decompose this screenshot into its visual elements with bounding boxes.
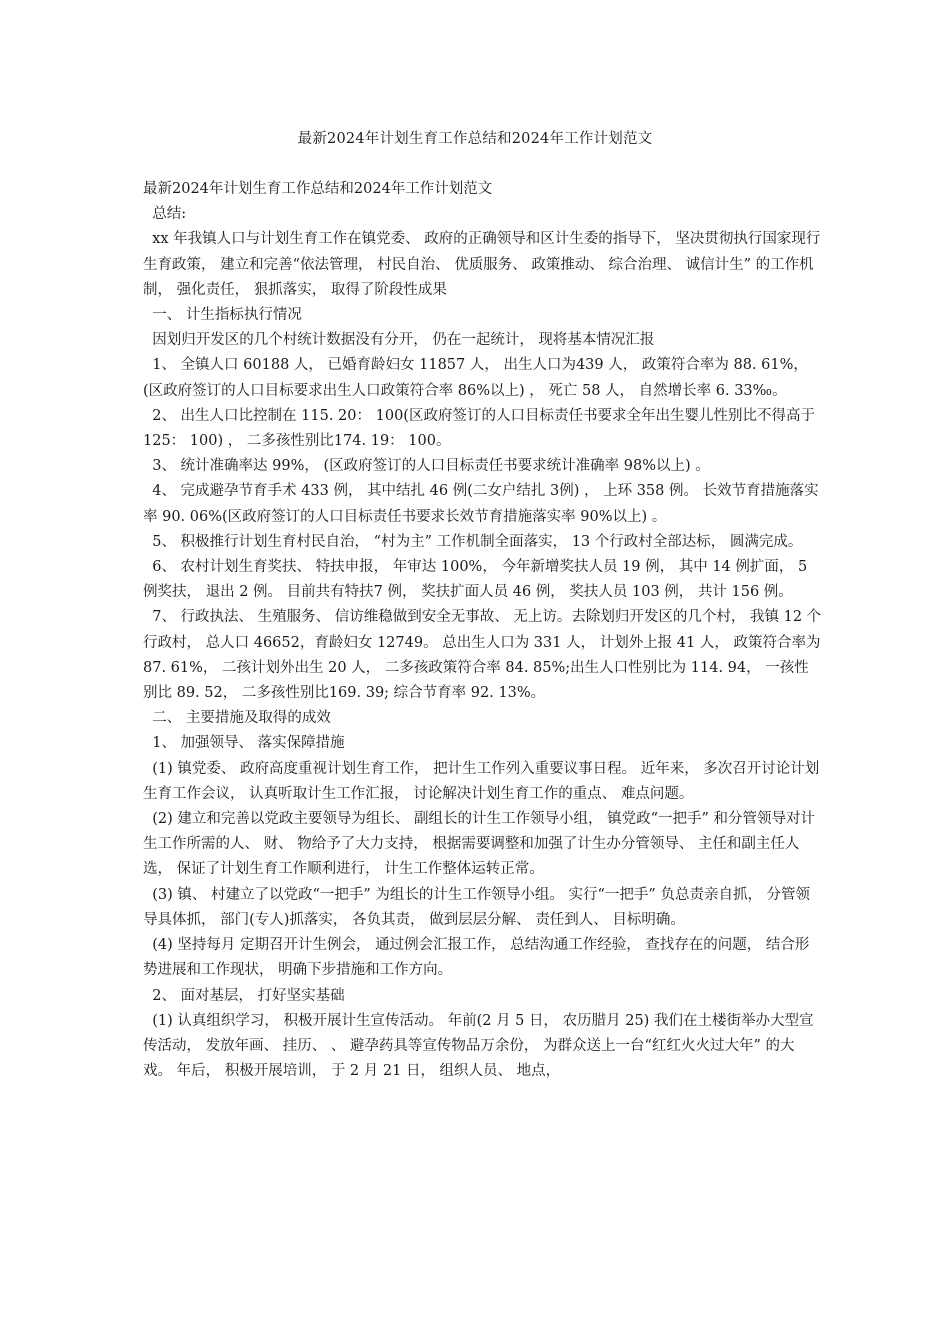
paragraph: 2、 面对基层， 打好坚实基础 — [143, 987, 345, 1004]
paragraph: (3) 镇、 村建立了以党政“一把手” 为组长的计生工作领导小组。 实行“一把手” 负总责亲自抓， 分管领导具体抓， 部门(专人)抓落实， 各负其责， 做到层层分解、 责任到人、 目标明确。 — [143, 886, 811, 928]
paragraph: (4) 坚持每月 定期召开计生例会， 通过例会汇报工作， 总结沟通工作经验， 查找存在的问题， 结合形势进展和工作现状， 明确下步措施和工作方向。 — [143, 937, 810, 979]
paragraph: 4、 完成避孕节育手术 433 例， 其中结扎 46 例(二女户结扎 3例) ， 上环 358 例。 长效节育措施落实率 90. 06%(区政府签订的人口目标责任书要求长效节育措施落实率 90%以上) 。 — [143, 483, 819, 525]
document-title: 最新2024年计划生育工作总结和2024年工作计划范文 — [297, 131, 653, 147]
paragraph: xx 年我镇人口与计划生育工作在镇党委、 政府的正确领导和区计生委的指导下， 坚决贯彻执行国家现行生育政策， 建立和完善“依法管理， 村民自治、 优质服务、 政策推动、 综合治理、 诚信计生” 的工作机制， 强化责任， 狠抓落实， 取得了阶段性成果 — [143, 231, 821, 298]
paragraph: 因划归开发区的几个村统计数据没有分开， 仍在一起统计， 现将基本情况汇报 — [143, 332, 655, 349]
paragraph: 2、 出生人口比控制在 115. 20： 100(区政府签订的人口目标责任书要求全年出生婴儿性别比不得高于 125： 100) ， 二多孩性别比174. 19： 100。 — [143, 407, 820, 450]
paragraph: 1、 加强领导、 落实保障措施 — [143, 735, 345, 752]
paragraph: (1) 认真组织学习， 积极开展计生宣传活动。 年前(2 月 5 日， 农历腊月 25) 我们在土楼街举办大型宣传活动， 发放年画、 挂历、 、 避孕药具等宣传物品万余份， 为群众送上一台“红红火火过大年” 的大戏。 年后， 积极开展培训， 于 2 月 21 日， 组织人员、 地点， — [143, 1012, 814, 1080]
paragraph: (1) 镇党委、 政府高度重视计划生育工作， 把计生工作列入重要议事日程。 近年来， 多次召开讨论计划生育工作会议， 认真听取计生工作汇报， 讨论解决计划生育工作的重点、 难点问题。 — [143, 760, 820, 802]
paragraph: 3、 统计准确率达 99%， (区政府签订的人口目标责任书要求统计准确率 98%以上) 。 — [143, 458, 710, 475]
paragraph: 1、 全镇人口 60188 人， 已婚育龄妇女 11857 人， 出生人口为439 人， 政策符合率为 88. 61%， (区政府签订的人口目标要求出生人口政策符合率 86%以上) ， 死亡 58 人， 自然增长率 6. 33‰。 — [143, 357, 813, 399]
paragraph: (2) 建立和完善以党政主要领导为组长、 副组长的计生工作领导小组， 镇党政“一把手” 和分管领导对计生工作所需的人、 财、 物给予了大力支持， 根据需要调整和加强了计生办分管领导、 主任和副主任人选， 保证了计划生育工作顺利进行， 计生工作整体运转正常。 — [143, 811, 816, 878]
paragraph: 6、 农村计划生育奖扶、 特扶申报， 年审达 100%， 今年新增奖扶人员 19 例， 其中 14 例扩面， 5 例奖扶， 退出 2 例。 目前共有特扶7 例， 奖扶扩面人员 46 例， 奖扶人员 103 例， 共计 156 例。 — [143, 559, 812, 601]
document-body — [143, 177, 826, 1084]
paragraph: 7、 行政执法、 生殖服务、 信访维稳做到安全无事故、 无上访。去除划归开发区的几个村， 我镇 12 个行政村， 总人口 46652，育龄妇女 12749。 总出生人口为 331 人， 计划外上报 41 人， 政策符合率为 87. 61%， 二孩计划外出生 20 人， 二多孩政策符合率 84. 85%;出生人口性别比为 114. 94， 一孩性别比 89. 52， 二多孩性别比169. 39; 综合节育率 92. 13%。 — [143, 609, 826, 702]
paragraph: 总结: — [143, 206, 187, 223]
paragraph: 最新2024年计划生育工作总结和2024年工作计划范文 — [143, 181, 493, 197]
paragraph: 一、 计生指标执行情况 — [143, 307, 302, 324]
paragraph: 二、 主要措施及取得的成效 — [143, 710, 331, 727]
paragraph: 5、 积极推行计划生育村民自治， “村为主” 工作机制全面落实， 13 个行政村全部达标， 圆满完成。 — [143, 533, 803, 550]
